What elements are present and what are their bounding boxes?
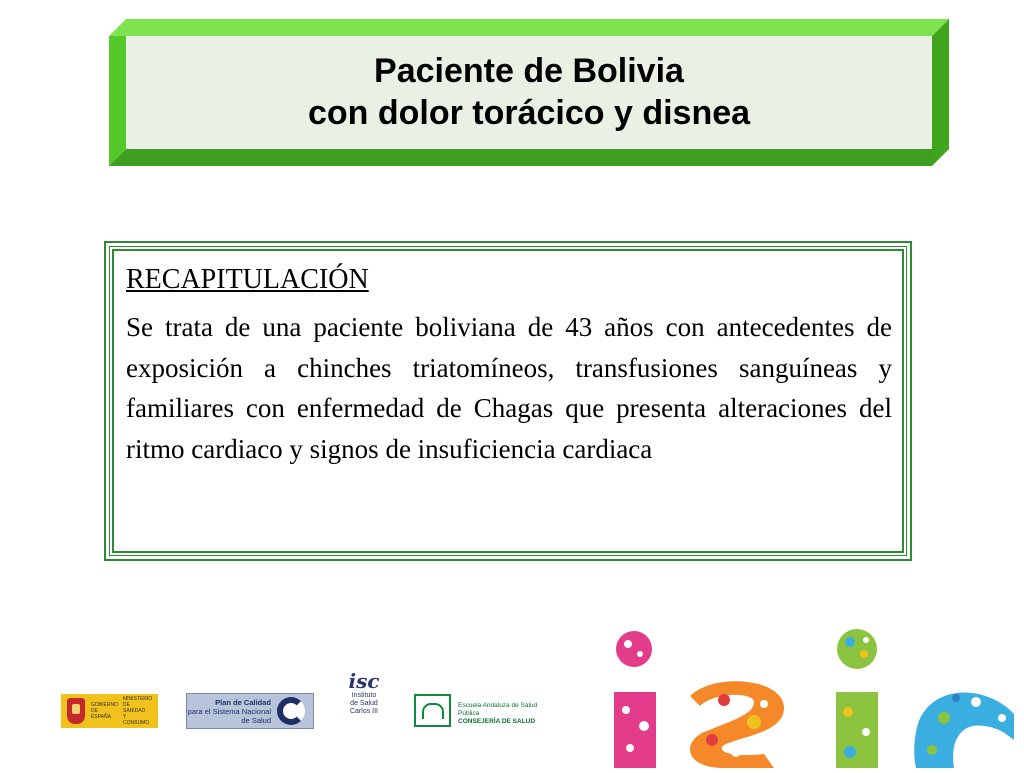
isciii-line3: Carlos III <box>349 708 378 715</box>
plan-calidad-text <box>187 698 277 725</box>
plan-line1: Plan de Calidad <box>215 697 271 707</box>
recap-box <box>104 241 912 561</box>
isciii-small-logo <box>340 670 388 732</box>
recap-body: Se trata de una paciente boliviana de 43 años con antecedentes de exposición a chinches triatomíneos, transfusiones sanguíneas y familiares con enfermedad de Chagas que presenta alteraciones del ritmo cardiaco y signos de insuficiencia cardiaca <box>126 312 892 464</box>
plan-c-icon <box>277 697 305 725</box>
gobierno-text: GOBIERNO DE ESPAÑA <box>91 702 118 720</box>
escuela-text: Escuela Andaluza de Salud Pública <box>458 702 538 717</box>
junta-arch-icon <box>422 703 444 719</box>
gobierno-espana-logo <box>61 694 158 728</box>
isciii-colorful-dots-logo <box>604 622 1024 768</box>
slide-title-line1: Paciente de Bolivia <box>374 52 684 90</box>
recap-heading: RECAPITULACIÓN <box>126 264 369 295</box>
plan-calidad-logo <box>186 693 314 729</box>
plan-line2: para el Sistema Nacional <box>187 706 271 716</box>
recap-box-content <box>112 249 904 553</box>
isciii-line2: de Salud <box>350 700 378 707</box>
ministerio-text: MINISTERIO DE SANIDAD Y CONSUMO <box>123 696 153 726</box>
slide-title-line2: con dolor torácico y disnea <box>307 94 751 132</box>
isciii-colorful-dots-icon <box>604 622 1024 768</box>
slide-title <box>126 36 932 148</box>
junta-andalucia-icon <box>414 694 451 727</box>
consejeria-text: CONSEJERÍA DE SALUD <box>458 718 536 725</box>
escuela-andaluza-logo <box>458 702 558 724</box>
coat-of-arms-icon <box>67 698 85 724</box>
slide-title-box <box>109 19 949 166</box>
isc-mark: isc <box>348 669 380 693</box>
plan-line3: de Salud <box>241 715 271 725</box>
recap-box-mid-border <box>109 246 907 556</box>
isciii-line1: Instituto <box>351 692 377 699</box>
